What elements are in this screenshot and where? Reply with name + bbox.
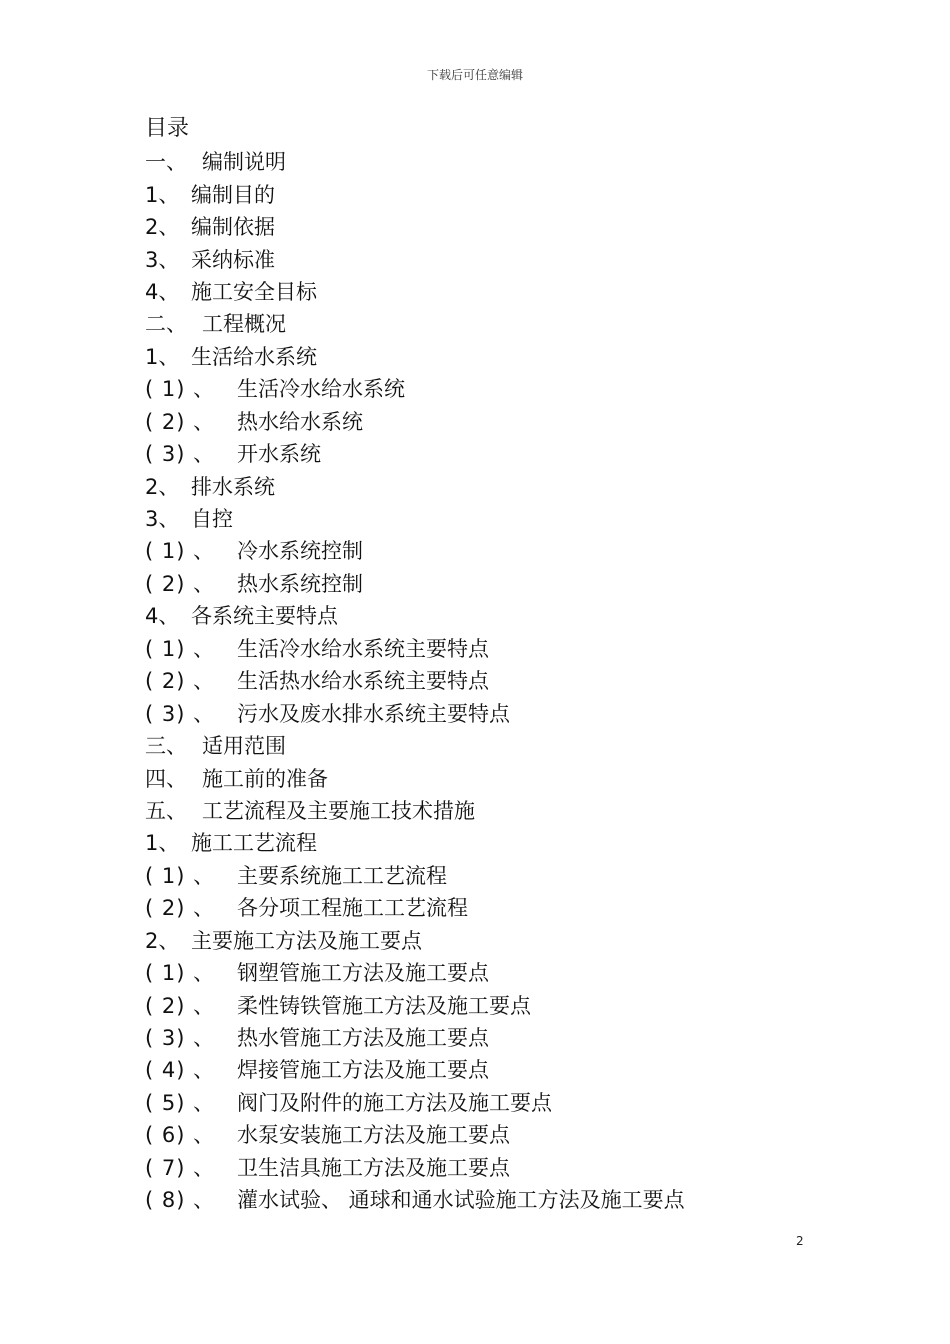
toc-entry-number: ( 4) 、 — [145, 1058, 216, 1083]
toc-entry-number: 二、 — [145, 312, 187, 337]
toc-entry — [145, 210, 685, 242]
toc-entry — [145, 761, 685, 793]
toc-entry-number: 1、 — [145, 182, 180, 207]
toc-entry-number: 五、 — [145, 798, 187, 823]
toc-entry-number: ( 3) 、 — [145, 442, 216, 467]
toc-entry-title: 工艺流程及主要施工技术措施 — [202, 798, 475, 823]
toc-entry — [145, 534, 685, 566]
toc-entry-title: 热水管施工方法及施工要点 — [237, 1026, 489, 1051]
toc-entry-title: 施工工艺流程 — [191, 831, 317, 856]
toc-entry-title: 热水给水系统 — [237, 409, 363, 434]
toc-entry — [145, 664, 685, 696]
toc-entry-number: ( 1) 、 — [145, 863, 216, 888]
toc-entry-number: 2、 — [145, 928, 180, 953]
toc-entry-number: ( 3) 、 — [145, 701, 216, 726]
toc-entry-number: 4、 — [145, 279, 180, 304]
toc-entry — [145, 632, 685, 664]
toc-entry-title: 生活给水系统 — [191, 344, 317, 369]
toc-entry — [145, 307, 685, 339]
toc-entry-number: 一、 — [145, 150, 187, 175]
toc-entry-number: ( 1) 、 — [145, 539, 216, 564]
toc-entry-title: 柔性铸铁管施工方法及施工要点 — [237, 993, 531, 1018]
toc-entry — [145, 1118, 685, 1150]
toc-entry-number: ( 2) 、 — [145, 571, 216, 596]
toc-entry-number: ( 2) 、 — [145, 896, 216, 921]
toc-entry-title: 阀门及附件的施工方法及施工要点 — [237, 1090, 552, 1115]
toc-entry — [145, 145, 685, 177]
toc-entry-number: ( 6) 、 — [145, 1123, 216, 1148]
toc-entry-title: 适用范围 — [202, 734, 286, 759]
toc-entry-number: 2、 — [145, 215, 180, 240]
toc-entry-title: 施工前的准备 — [202, 766, 328, 791]
toc-entry — [145, 891, 685, 923]
toc-entry-number: 3、 — [145, 247, 180, 272]
toc-entry-number: ( 1) 、 — [145, 636, 216, 661]
toc-entry-title: 编制说明 — [202, 150, 286, 175]
toc-entry-title: 主要系统施工工艺流程 — [237, 863, 447, 888]
toc-entry — [145, 242, 685, 274]
toc-entry — [145, 567, 685, 599]
page-header: 下载后可任意编辑 — [426, 68, 523, 82]
toc-entry — [145, 437, 685, 469]
toc-entry-number: ( 8) 、 — [145, 1188, 216, 1213]
toc-entry — [145, 729, 685, 761]
toc-entry-number: ( 1) 、 — [145, 377, 216, 402]
toc-entry-number: 3、 — [145, 507, 180, 532]
toc-entry-title: 采纳标准 — [191, 247, 275, 272]
toc-title: 目录 — [145, 116, 190, 141]
toc-entry-title: 各系统主要特点 — [191, 604, 338, 629]
toc-entry-title: 水泵安装施工方法及施工要点 — [237, 1123, 510, 1148]
toc-entry-title: 卫生洁具施工方法及施工要点 — [237, 1155, 510, 1180]
toc-entry — [145, 1086, 685, 1118]
toc-entry-title: 编制目的 — [191, 182, 275, 207]
toc-entry-title: 主要施工方法及施工要点 — [191, 928, 422, 953]
toc-entry-number: ( 2) 、 — [145, 669, 216, 694]
toc-entry — [145, 1183, 685, 1215]
toc-entry — [145, 177, 685, 209]
toc-entry-title: 冷水系统控制 — [237, 539, 363, 564]
toc-entry — [145, 502, 685, 534]
toc-entry-title: 工程概况 — [202, 312, 286, 337]
toc-entry-title: 施工安全目标 — [191, 279, 317, 304]
toc-entry-number: 四、 — [145, 766, 187, 791]
toc-entry-title: 灌水试验、 通球和通水试验施工方法及施工要点 — [237, 1188, 685, 1213]
toc-entry — [145, 794, 685, 826]
toc-entry-number: ( 1) 、 — [145, 961, 216, 986]
toc-entry — [145, 275, 685, 307]
toc-entry-title: 生活冷水给水系统 — [237, 377, 405, 402]
toc-entry — [145, 924, 685, 956]
toc-entry — [145, 956, 685, 988]
toc-entry-number: ( 7) 、 — [145, 1155, 216, 1180]
page-number: 2 — [796, 1234, 804, 1248]
toc-entry-number: ( 2) 、 — [145, 409, 216, 434]
toc-entry-title: 污水及废水排水系统主要特点 — [237, 701, 510, 726]
toc-entry-number: 1、 — [145, 344, 180, 369]
toc-entry — [145, 1021, 685, 1053]
toc-entry-number: ( 2) 、 — [145, 993, 216, 1018]
toc-list — [145, 145, 685, 1215]
toc-entry — [145, 1151, 685, 1183]
toc-entry-title: 热水系统控制 — [237, 571, 363, 596]
toc-entry — [145, 599, 685, 631]
toc-entry — [145, 340, 685, 372]
toc-entry — [145, 372, 685, 404]
toc-entry-title: 各分项工程施工工艺流程 — [237, 896, 468, 921]
toc-entry — [145, 1053, 685, 1085]
toc-entry-title: 自控 — [191, 507, 233, 532]
toc-entry-number: 4、 — [145, 604, 180, 629]
toc-entry — [145, 859, 685, 891]
toc-entry-number: 三、 — [145, 734, 187, 759]
table-of-contents — [145, 112, 685, 1215]
toc-entry-title: 钢塑管施工方法及施工要点 — [237, 961, 489, 986]
toc-entry — [145, 826, 685, 858]
toc-entry-number: ( 5) 、 — [145, 1090, 216, 1115]
toc-entry-number: 1、 — [145, 831, 180, 856]
toc-entry-title: 生活冷水给水系统主要特点 — [237, 636, 489, 661]
toc-entry — [145, 405, 685, 437]
toc-entry-title: 编制依据 — [191, 215, 275, 240]
toc-entry — [145, 988, 685, 1020]
toc-entry-title: 生活热水给水系统主要特点 — [237, 669, 489, 694]
toc-entry-number: ( 3) 、 — [145, 1026, 216, 1051]
toc-entry — [145, 469, 685, 501]
toc-entry-title: 焊接管施工方法及施工要点 — [237, 1058, 489, 1083]
toc-entry — [145, 696, 685, 728]
toc-entry-number: 2、 — [145, 474, 180, 499]
toc-entry-title: 排水系统 — [191, 474, 275, 499]
toc-entry-title: 开水系统 — [237, 442, 321, 467]
